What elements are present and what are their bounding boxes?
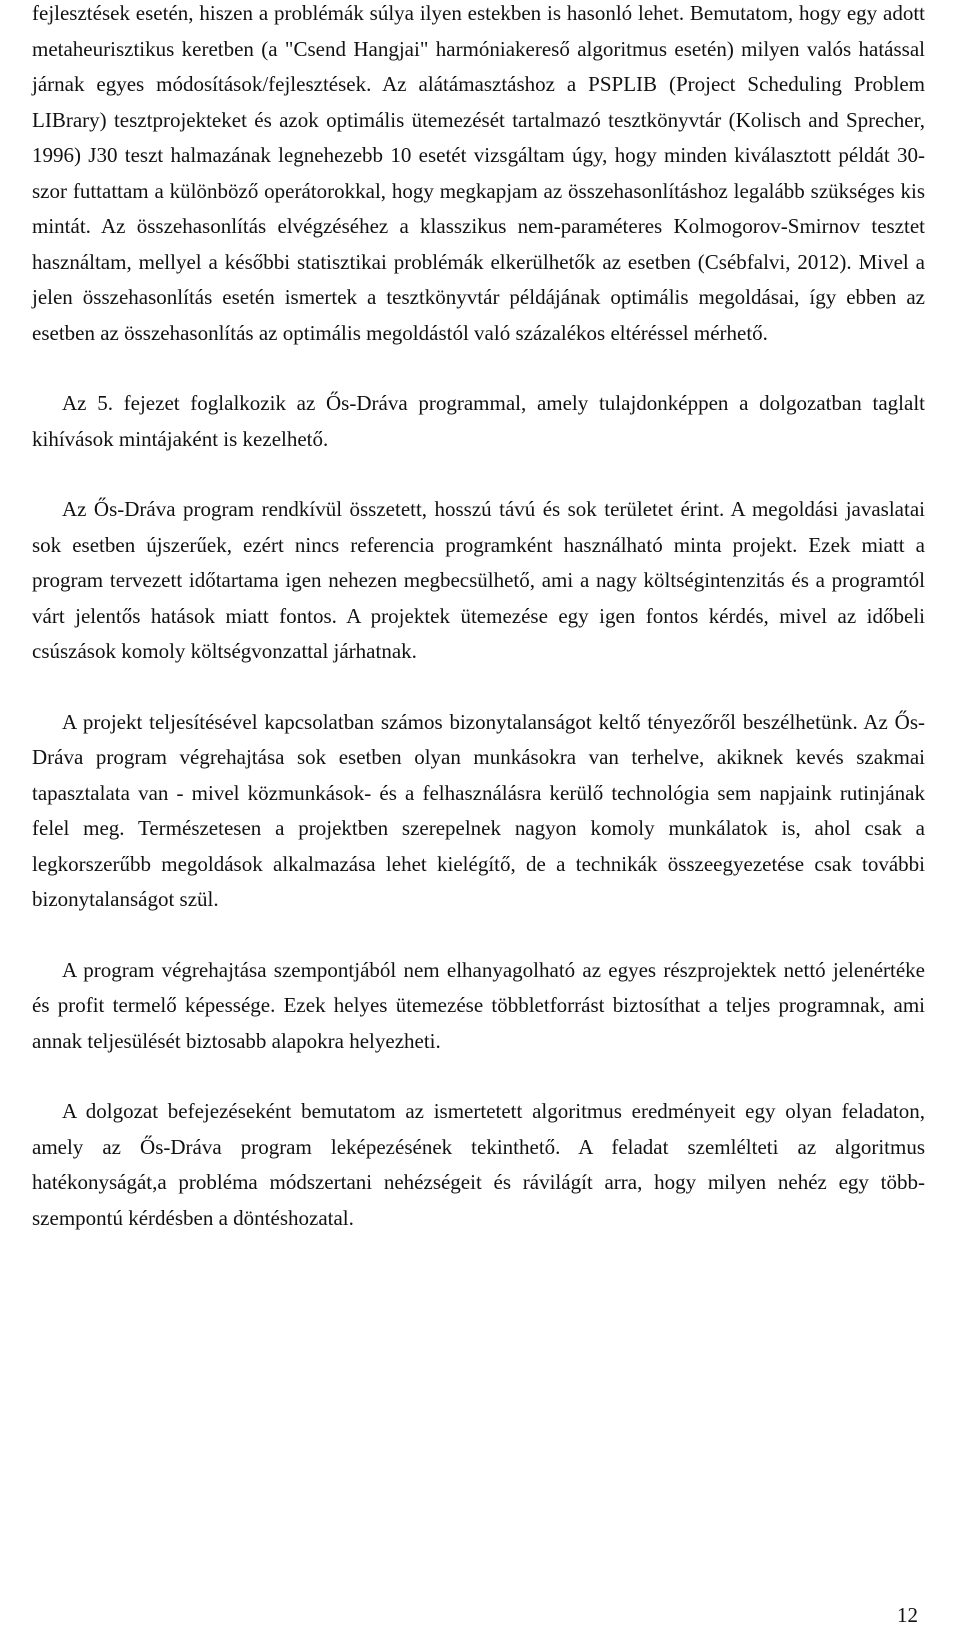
paragraph-intro-continued: fejlesztések esetén, hiszen a problémák súlya ilyen estekben is hasonló lehet. Bemutatom, hogy egy adott metaheurisztikus keretben (a "Csend Hangjai" harmóniakereső algoritmus esetén) milyen valós hatással járnak egyes módosítások/fejlesztések. Az alátámasztáshoz a PSPLIB (Project Scheduling Problem LIBrary) tesztprojekteket és azok optimális ütemezését tartalmazó tesztkönyvtár (Kolisch and Sprecher, 1996) J30 teszt halmazának legnehezebb 10 esetét vizsgáltam úgy, hogy minden kiválasztott példát 30-szor futtattam a különböző operátorokkal, hogy megkapjam az összehasonlításhoz legalább szükséges kis mintát. Az összehasonlítás elvégzéséhez a klasszikus nem-paraméteres Kolmogorov-Smirnov tesztet használtam, mellyel a későbbi statisztikai problémák elkerülhetők az esetben (Csébfalvi, 2012). Mivel a jelen összehasonlítás esetén ismertek a tesztkönyvtár példájának optimális megoldásai, így ebben az esetben az összehasonlítás az optimális megoldástól való százalékos eltéréssel mérhető. <box>32 1 925 345</box>
paragraph-uncertainty: A projekt teljesítésével kapcsolatban számos bizonytalanságot keltő tényezőről beszélhetünk. Az Ős-Dráva program végrehajtása sok esetben olyan munkásokra van terhelve, akiknek kevés szakmai tapasztalata van - mivel közmunkások- és a felhasználásra kerülő technológia sem napjaink rutinjának felel meg. Természetesen a projektben szerepelnek nagyon komoly munkálatok is, ahol csak a legkorszerűbb megoldások alkalmazása lehet kielégítő, de a technikák összeegyezetése csak további bizonytalanságot szül. <box>32 709 925 911</box>
paragraph-conclusion: A dolgozat befejezéseként bemutatom az ismertetett algoritmus eredményeit egy olyan feladaton, amely az Ős-Dráva program leképezésének tekinthető. A feladat szemlélteti az algoritmus hatékonyságát,a probléma módszertani nehézségeit és rávilágít arra, hogy milyen nehéz egy több-szempontú kérdésben a döntéshozatal. <box>32 1099 925 1230</box>
paragraph-chapter-5: Az 5. fejezet foglalkozik az Ős-Dráva programmal, amely tulajdonképpen a dolgozatban taglalt kihívások mintájaként is kezelhető. <box>32 391 925 451</box>
page-number: 12 <box>897 1603 918 1627</box>
paragraph-npv: A program végrehajtása szempontjából nem elhanyagolható az egyes részprojektek nettó jelenértéke és profit termelő képessége. Ezek helyes ütemezése többletforrást biztosíthat a teljes programnak, ami annak teljesülését biztosabb alapokra helyezheti. <box>32 957 925 1053</box>
paragraph-program-complexity: Az Ős-Dráva program rendkívül összetett, hosszú távú és sok területet érint. A megoldási javaslatai sok esetben újszerűek, ezért nincs referencia programként használható minta projekt. Ezek miatt a program tervezett időtartama igen nehezen megbecsülhető, ami a nagy költségintenzitás és a programtól várt jelentős hatások miatt fontos. A projektek ütemezése egy igen fontos kérdés, mivel az időbeli csúszások komoly költségvonzattal járhatnak. <box>32 497 925 663</box>
document-page <box>32 0 925 1236</box>
